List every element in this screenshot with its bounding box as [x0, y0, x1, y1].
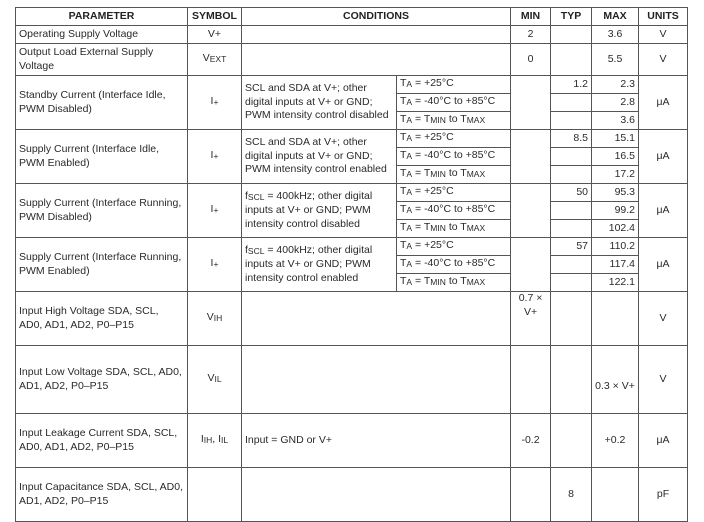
- symbol-sub: +: [213, 205, 219, 216]
- min-cell: [511, 130, 551, 184]
- table-row: [16, 414, 688, 468]
- max-cell: 2.8: [592, 94, 639, 112]
- param-cell: Standby Current (Interface Idle, PWM Disabled): [16, 76, 188, 130]
- table-row: [16, 184, 688, 202]
- typ-cell: [551, 274, 592, 292]
- temp-text: to T: [448, 275, 467, 288]
- temp-cell: TA = -40°C to +85°C: [397, 256, 511, 274]
- typ-cell: [551, 112, 592, 130]
- temp-cell: TA = TMIN to TMAX: [397, 112, 511, 130]
- symbol-sub: IL: [214, 374, 222, 385]
- table-row: [16, 76, 688, 94]
- temp-text: to T: [448, 113, 467, 126]
- temp-text: to T: [448, 167, 467, 180]
- min-cell: [511, 346, 551, 414]
- units-cell: pF: [639, 468, 688, 522]
- symbol-cell: [188, 292, 242, 346]
- typ-cell: [551, 94, 592, 112]
- symbol-cell: [188, 184, 242, 238]
- typ-cell: [551, 220, 592, 238]
- temp-cell: TA = TMIN to TMAX: [397, 166, 511, 184]
- header-conditions: CONDITIONS: [242, 8, 511, 26]
- conditions-cell: [242, 44, 511, 76]
- symbol-main: I: [210, 149, 214, 162]
- conditions-cell: [242, 26, 511, 44]
- min-cell: [511, 238, 551, 292]
- header-min: MIN: [511, 8, 551, 26]
- temp-cell: TA = +25°C: [397, 130, 511, 148]
- units-cell: V: [639, 346, 688, 414]
- max-cell: 5.5: [592, 44, 639, 76]
- electrical-characteristics-table: [15, 7, 688, 522]
- table-row: [16, 238, 688, 256]
- units-cell: μA: [639, 76, 688, 130]
- temp-cell: TA = -40°C to +85°C: [397, 202, 511, 220]
- symbol-cell: [188, 468, 242, 522]
- max-cell: 99.2: [592, 202, 639, 220]
- symbol-a-sub: IH: [203, 435, 213, 446]
- symbol-cell: [188, 414, 242, 468]
- cond-rest: = 400kHz; other digital inputs at V+ or GND; PWM intensity control enabled: [245, 243, 373, 284]
- max-cell: +0.2: [592, 414, 639, 468]
- temp-text: = +25°C: [415, 77, 454, 90]
- symbol-b-sub: IL: [221, 435, 229, 446]
- max-cell: 122.1: [592, 274, 639, 292]
- temp-cell: TA = -40°C to +85°C: [397, 148, 511, 166]
- typ-cell: [551, 256, 592, 274]
- temp-cell: TA = +25°C: [397, 76, 511, 94]
- temp-cell: TA = TMIN to TMAX: [397, 220, 511, 238]
- cond-sub: SCL: [247, 245, 265, 256]
- min-cell: [511, 468, 551, 522]
- typ-cell: 1.2: [551, 76, 592, 94]
- param-cell: Output Load External Supply Voltage: [16, 44, 188, 76]
- symbol-sub: +: [213, 151, 219, 162]
- min-cell: 2: [511, 26, 551, 44]
- max-cell: 3.6: [592, 112, 639, 130]
- typ-cell: [551, 148, 592, 166]
- temp-cell: TA = -40°C to +85°C: [397, 94, 511, 112]
- param-cell: Operating Supply Voltage: [16, 26, 188, 44]
- units-cell: V: [639, 44, 688, 76]
- symbol-cell: [188, 130, 242, 184]
- conditions-cell: [242, 346, 511, 414]
- conditions-cell: SCL and SDA at V+; other digital inputs at V+ or GND; PWM intensity control enabled: [242, 130, 397, 184]
- table-row: [16, 26, 688, 44]
- min-cell: [511, 184, 551, 238]
- max-cell: 102.4: [592, 220, 639, 238]
- param-cell: Supply Current (Interface Idle, PWM Enabled): [16, 130, 188, 184]
- symbol-main: I: [210, 203, 214, 216]
- table-row: [16, 292, 688, 346]
- temp-text: = +25°C: [415, 185, 454, 198]
- symbol-cell: [188, 44, 242, 76]
- typ-cell: [551, 166, 592, 184]
- typ-cell: [551, 414, 592, 468]
- table-row: [16, 468, 688, 522]
- conditions-cell: Input = GND or V+: [242, 414, 511, 468]
- symbol-sub: +: [213, 259, 219, 270]
- units-cell: μA: [639, 130, 688, 184]
- units-cell: μA: [639, 238, 688, 292]
- temp-text: = -40°C to +85°C: [415, 95, 496, 108]
- symbol-main: I: [210, 257, 214, 270]
- temp-text: = +25°C: [415, 239, 454, 252]
- header-symbol: SYMBOL: [188, 8, 242, 26]
- temp-text: = -40°C to +85°C: [415, 257, 496, 270]
- min-cell: [511, 76, 551, 130]
- conditions-cell: [242, 184, 397, 238]
- symbol-sub: IH: [213, 313, 223, 324]
- min-cell: 0: [511, 44, 551, 76]
- table-row: [16, 44, 688, 76]
- symbol-main: V: [202, 52, 210, 65]
- symbol-a: I: [200, 433, 204, 446]
- typ-cell: 8: [551, 468, 592, 522]
- symbol-cell: [188, 346, 242, 414]
- temp-text: = -40°C to +85°C: [415, 203, 496, 216]
- min-cell: 0.7 × V+: [511, 292, 551, 346]
- cond-rest: = 400kHz; other digital inputs at V+ or GND; PWM intensity control disabled: [245, 189, 373, 230]
- symbol-main: V: [206, 311, 214, 324]
- max-cell: 16.5: [592, 148, 639, 166]
- max-cell: 95.3: [592, 184, 639, 202]
- param-cell: Supply Current (Interface Running, PWM Enabled): [16, 238, 188, 292]
- temp-text: to T: [448, 221, 467, 234]
- table-row: [16, 130, 688, 148]
- max-cell: 17.2: [592, 166, 639, 184]
- units-cell: μA: [639, 414, 688, 468]
- units-cell: V: [639, 292, 688, 346]
- table-row: [16, 346, 688, 414]
- temp-text: = -40°C to +85°C: [415, 149, 496, 162]
- param-cell: Input Leakage Current SDA, SCL, AD0, AD1, AD2, P0–P15: [16, 414, 188, 468]
- typ-cell: [551, 26, 592, 44]
- typ-cell: [551, 202, 592, 220]
- symbol-main: V: [207, 372, 215, 385]
- typ-cell: 8.5: [551, 130, 592, 148]
- max-cell: 117.4: [592, 256, 639, 274]
- temp-text: = +25°C: [415, 131, 454, 144]
- typ-cell: [551, 44, 592, 76]
- header-units: UNITS: [639, 8, 688, 26]
- param-cell: Input Capacitance SDA, SCL, AD0, AD1, AD2, P0–P15: [16, 468, 188, 522]
- cond-pre: f: [245, 243, 248, 256]
- symbol-sub: EXT: [209, 54, 227, 65]
- cond-sub: SCL: [247, 191, 265, 202]
- max-cell: 3.6: [592, 26, 639, 44]
- temp-cell: TA = TMIN to TMAX: [397, 274, 511, 292]
- conditions-cell: [242, 292, 511, 346]
- max-cell: [592, 468, 639, 522]
- typ-cell: 50: [551, 184, 592, 202]
- header-parameter: PARAMETER: [16, 8, 188, 26]
- symbol-cell: [188, 76, 242, 130]
- temp-cell: TA = +25°C: [397, 184, 511, 202]
- param-cell: Input High Voltage SDA, SCL, AD0, AD1, AD2, P0–P15: [16, 292, 188, 346]
- max-cell: 15.1: [592, 130, 639, 148]
- symbol-sub: +: [213, 97, 219, 108]
- min-cell: -0.2: [511, 414, 551, 468]
- header-max: MAX: [592, 8, 639, 26]
- units-cell: V: [639, 26, 688, 44]
- cond-pre: f: [245, 189, 248, 202]
- param-cell: Supply Current (Interface Running, PWM Disabled): [16, 184, 188, 238]
- header-typ: TYP: [551, 8, 592, 26]
- units-cell: μA: [639, 184, 688, 238]
- max-cell: 2.3: [592, 76, 639, 94]
- param-cell: Input Low Voltage SDA, SCL, AD0, AD1, AD2, P0–P15: [16, 346, 188, 414]
- typ-cell: [551, 346, 592, 414]
- max-cell: 110.2: [592, 238, 639, 256]
- conditions-cell: SCL and SDA at V+; other digital inputs at V+ or GND; PWM intensity control disabled: [242, 76, 397, 130]
- symbol-sep: , I: [212, 433, 222, 446]
- conditions-cell: [242, 468, 511, 522]
- header-row: [16, 8, 688, 26]
- symbol-cell: [188, 238, 242, 292]
- max-cell: [592, 292, 639, 346]
- symbol-cell: V+: [188, 26, 242, 44]
- max-cell: 0.3 × V+: [592, 346, 639, 414]
- conditions-cell: [242, 238, 397, 292]
- symbol-main: I: [210, 95, 214, 108]
- typ-cell: [551, 292, 592, 346]
- typ-cell: 57: [551, 238, 592, 256]
- temp-cell: TA = +25°C: [397, 238, 511, 256]
